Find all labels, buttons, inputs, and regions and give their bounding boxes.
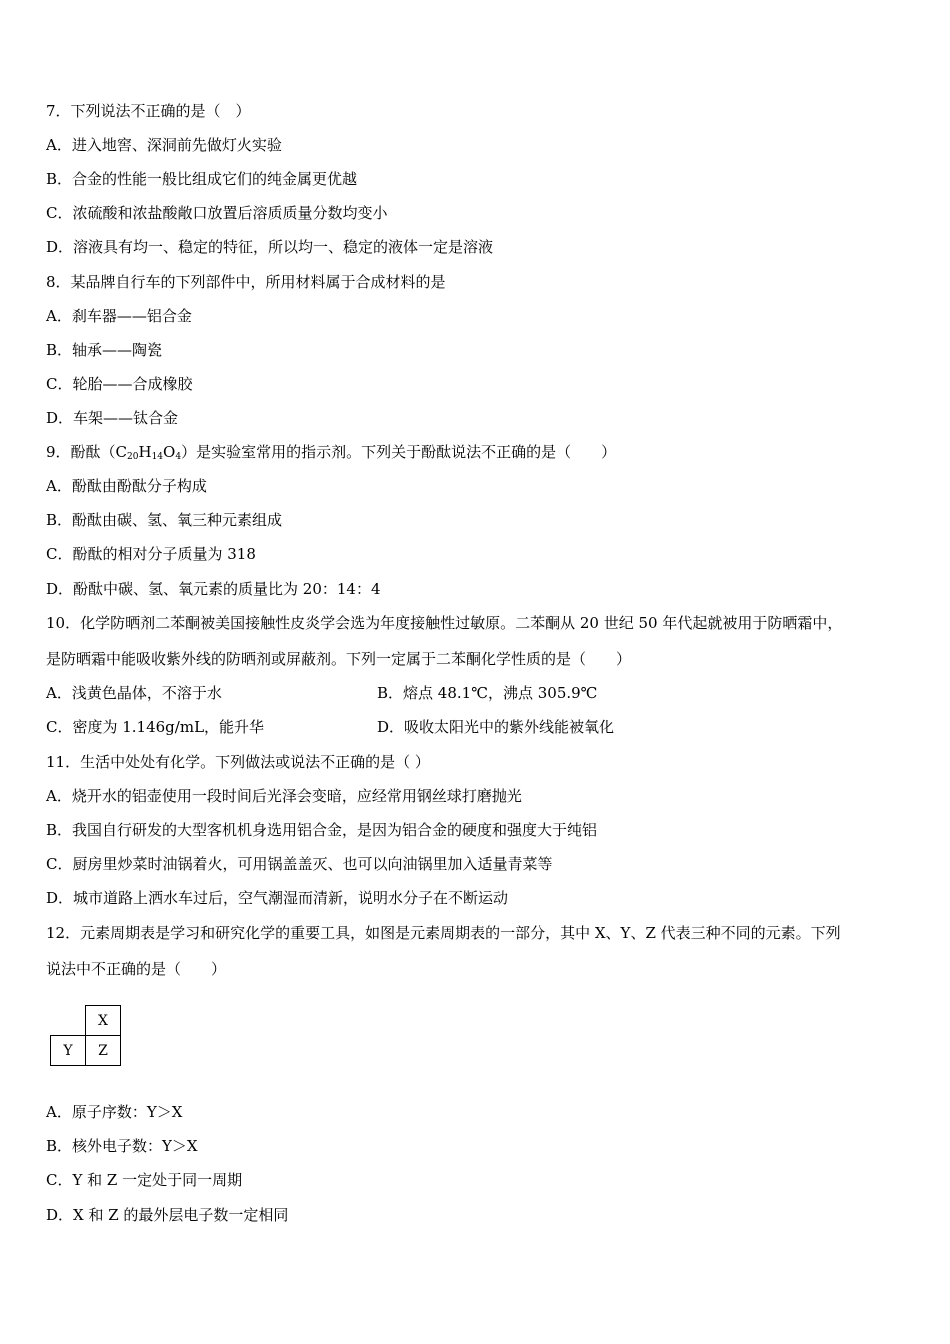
q9-option-b: B．酚酞由碳、氢、氧三种元素组成	[46, 511, 283, 529]
q10-option-a: A．浅黄色晶体，不溶于水	[46, 684, 222, 702]
q11-option-a: A．烧开水的铝壶使用一段时间后光泽会变暗，应经常用钢丝球打磨抛光	[46, 787, 522, 805]
q11-stem: 11．生活中处处有化学。下列做法或说法不正确的是（ ）	[46, 753, 430, 771]
q10-stem-line2: 是防晒霜中能吸收紫外线的防晒剂或屏蔽剂。下列一定属于二苯酮化学性质的是（ ）	[46, 650, 632, 668]
q8-stem: 8．某品牌自行车的下列部件中，所用材料属于合成材料的是	[46, 273, 446, 291]
q8-option-c: C．轮胎——合成橡胶	[46, 375, 193, 393]
q9-option-a: A．酚酞由酚酞分子构成	[46, 477, 207, 495]
q9-stem: 9．酚酞$(C_{20}H_{14}O_4)$是实验室常用的指示剂。下列关于酚酞说法不正确的是（ ）	[46, 443, 617, 462]
q7-option-c: C．浓硫酸和浓盐酸敞口放置后溶质质量分数均变小	[46, 204, 388, 222]
q10-option-d: D．吸收太阳光中的紫外线能被氧化	[377, 718, 615, 736]
element-x-cell: X	[86, 1006, 121, 1036]
q12-option-a: A．原子序数：Y＞X	[46, 1103, 183, 1121]
q10-option-c: C．密度为 1.146g/mL，能升华	[46, 718, 265, 736]
periodic-table-fragment	[50, 1005, 121, 1066]
q8-option-a: A．刹车器——铝合金	[46, 307, 192, 325]
q10-option-b: B．熔点 48.1℃，沸点 305.9℃	[377, 684, 598, 702]
q7-option-b: B．合金的性能一般比组成它们的纯金属更优越	[46, 170, 358, 188]
q7-stem: 7．下列说法不正确的是（ ）	[46, 102, 251, 120]
q11-option-c: C．厨房里炒菜时油锅着火，可用锅盖盖灭、也可以向油锅里加入适量青菜等	[46, 855, 553, 873]
q8-option-d: D．车架——钛合金	[46, 409, 179, 427]
element-z-cell: Z	[86, 1036, 121, 1066]
q12-stem-line2: 说法中不正确的是（ ）	[46, 960, 227, 978]
q9-option-d: D．酚酞中碳、氢、氧元素的质量比为 20：14：4	[46, 580, 381, 598]
q7-option-d: D．溶液具有均一、稳定的特征，所以均一、稳定的液体一定是溶液	[46, 238, 494, 256]
q11-option-d: D．城市道路上洒水车过后，空气潮湿而清新，说明水分子在不断运动	[46, 889, 509, 907]
q12-option-c: C．Y 和 Z 一定处于同一周期	[46, 1171, 243, 1189]
q12-stem-line1: 12．元素周期表是学习和研究化学的重要工具，如图是元素周期表的一部分，其中 X、Y、Z 代表三种不同的元素。下列	[46, 924, 841, 942]
element-y-cell: Y	[51, 1036, 86, 1066]
q12-option-b: B．核外电子数：Y＞X	[46, 1137, 198, 1155]
q11-option-b: B．我国自行研发的大型客机机身选用铝合金，是因为铝合金的硬度和强度大于纯铝	[46, 821, 598, 839]
q10-stem-line1: 10．化学防晒剂二苯酮被美国接触性皮炎学会选为年度接触性过敏原。二苯酮从 20 世纪 50 年代起就被用于防晒霜中，	[46, 614, 843, 632]
q8-option-b: B．轴承——陶瓷	[46, 341, 163, 359]
periodic-table-empty-cell	[51, 1006, 86, 1036]
q12-option-d: D．X 和 Z 的最外层电子数一定相同	[46, 1206, 289, 1224]
q9-option-c: C．酚酞的相对分子质量为 318	[46, 545, 256, 563]
q7-option-a: A．进入地窖、深洞前先做灯火实验	[46, 136, 282, 154]
